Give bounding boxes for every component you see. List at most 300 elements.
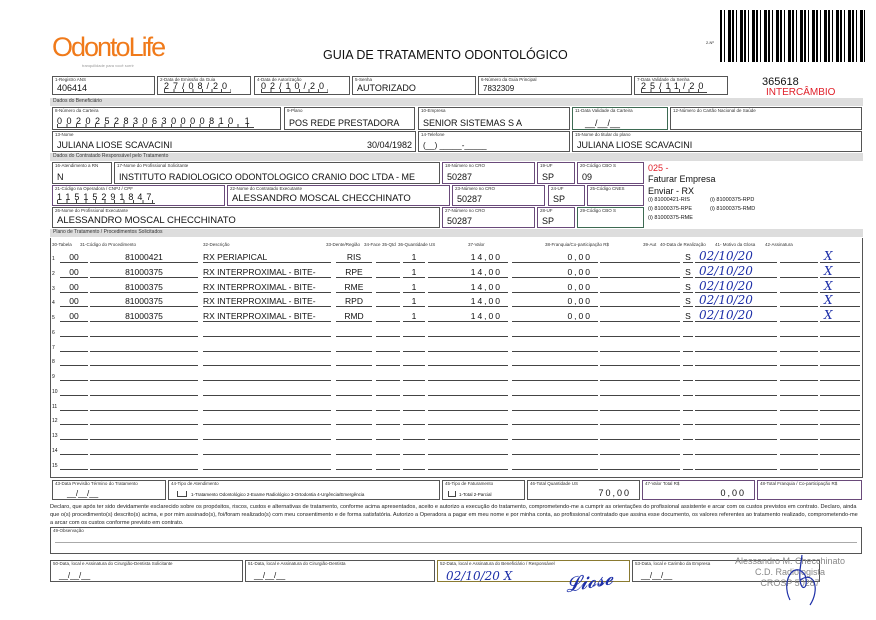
cell-glosa[interactable] xyxy=(780,410,818,411)
cell-aut[interactable] xyxy=(683,351,693,352)
row-number: 11 xyxy=(52,403,58,410)
cell-qtd[interactable] xyxy=(403,365,425,366)
cell-us[interactable]: 14,00 xyxy=(428,296,508,307)
cell-data[interactable]: 02/10/20 xyxy=(695,250,777,263)
cell-franquia[interactable] xyxy=(600,262,680,263)
cell-dente[interactable]: RME xyxy=(336,282,372,293)
uf-executante-field[interactable] xyxy=(537,207,575,228)
logo-text: OdontoLife xyxy=(52,32,165,62)
cell-desc[interactable] xyxy=(203,424,331,425)
empresa-field[interactable] xyxy=(418,107,570,130)
cell-franquia[interactable] xyxy=(600,277,680,278)
field-label: 7-Data Validade da Senha xyxy=(637,77,690,82)
cell-aut[interactable] xyxy=(683,336,693,337)
cell-us[interactable]: 14,00 xyxy=(428,311,508,322)
cnes-field[interactable] xyxy=(587,185,644,206)
cell-tabela[interactable]: 00 xyxy=(60,296,88,307)
validade-senha-field[interactable] xyxy=(634,76,728,95)
cell-desc[interactable]: RX PERIAPICAL xyxy=(203,252,331,263)
field-label: 19-UF xyxy=(540,163,553,168)
cell-qtd[interactable] xyxy=(403,439,425,440)
cell-valor[interactable] xyxy=(512,351,598,352)
guia-principal-field[interactable] xyxy=(478,76,632,95)
cell-valor[interactable] xyxy=(512,439,598,440)
codigo-operadora-field[interactable] xyxy=(52,185,225,206)
cell-valor[interactable]: 0,00 xyxy=(512,267,598,278)
cell-valor[interactable] xyxy=(512,380,598,381)
field-value: __/__/__ xyxy=(585,118,621,128)
cell-aut[interactable] xyxy=(683,439,693,440)
checkbox[interactable] xyxy=(448,491,456,497)
cell-franquia[interactable] xyxy=(600,365,680,366)
cell-dente[interactable] xyxy=(336,424,372,425)
field-value: SENIOR SISTEMAS S A xyxy=(423,118,523,128)
field-label: 16-Atendimento a RN xyxy=(55,163,99,168)
cell-codigo[interactable]: 81000375 xyxy=(90,267,198,278)
cell-valor[interactable] xyxy=(512,336,598,337)
table-row xyxy=(50,280,863,294)
cell-tabela[interactable]: 00 xyxy=(60,311,88,322)
cell-valor[interactable] xyxy=(512,469,598,470)
cell-data[interactable] xyxy=(695,410,777,411)
cell-face[interactable] xyxy=(376,292,400,293)
field-label: 23-Número no CRO xyxy=(455,186,496,191)
cell-aut[interactable]: S xyxy=(683,267,693,278)
cell-franquia[interactable] xyxy=(600,306,680,307)
field-value: 50287 xyxy=(447,216,473,226)
cell-franquia[interactable] xyxy=(600,410,680,411)
cell-aut[interactable] xyxy=(683,380,693,381)
cell-qtd[interactable] xyxy=(403,395,425,396)
cell-aut[interactable] xyxy=(683,410,693,411)
uf-solicitante-field[interactable] xyxy=(537,162,575,184)
cell-ass[interactable] xyxy=(820,380,860,381)
note-item: (i) 81000421-RIS xyxy=(648,197,690,203)
row-number: 4 xyxy=(52,300,55,307)
field-value: __/__/__ xyxy=(59,571,91,580)
cell-tabela[interactable] xyxy=(60,454,88,455)
atendimento-rn-field[interactable] xyxy=(52,162,112,184)
cell-us[interactable] xyxy=(428,365,508,366)
cell-qtd[interactable] xyxy=(403,424,425,425)
cell-data[interactable]: 02/10/20 xyxy=(695,294,777,307)
cell-desc[interactable]: RX INTERPROXIMAL - BITE- xyxy=(203,296,331,307)
cell-us[interactable] xyxy=(428,454,508,455)
cell-dente[interactable] xyxy=(336,365,372,366)
cell-us[interactable] xyxy=(428,380,508,381)
field-value: 25/11/20 xyxy=(641,81,708,91)
column-header: 35-Qtd xyxy=(382,242,396,247)
column-header: 32-Descrição xyxy=(203,242,230,247)
cell-data[interactable] xyxy=(695,380,777,381)
cell-dente[interactable]: RMD xyxy=(336,311,372,322)
cell-desc[interactable] xyxy=(203,469,331,470)
cell-tabela[interactable] xyxy=(60,439,88,440)
cell-glosa[interactable] xyxy=(780,395,818,396)
cell-aut[interactable] xyxy=(683,454,693,455)
row-number: 5 xyxy=(52,315,55,321)
cell-desc[interactable]: RX INTERPROXIMAL - BITE- xyxy=(203,267,331,278)
cell-ass[interactable] xyxy=(820,365,860,366)
field-value: SP xyxy=(542,216,555,226)
cell-tabela[interactable] xyxy=(60,365,88,366)
cell-aut[interactable]: S xyxy=(683,282,693,293)
cell-dente[interactable] xyxy=(336,395,372,396)
cell-data[interactable] xyxy=(695,424,777,425)
cell-aut[interactable] xyxy=(683,469,693,470)
cell-ass[interactable] xyxy=(820,410,860,411)
cell-qtd[interactable]: 1 xyxy=(403,282,425,293)
uf-contratado-field[interactable] xyxy=(548,185,585,206)
data-autorizacao-field[interactable] xyxy=(254,76,350,95)
cell-valor[interactable] xyxy=(512,424,598,425)
logo-tagline: tranquilidade para você sorrir xyxy=(82,63,134,68)
note-item: (i) 81000375-RPE xyxy=(648,206,693,212)
billing-notes xyxy=(648,163,772,221)
cell-tabela[interactable]: 00 xyxy=(60,282,88,293)
row-number: 3 xyxy=(52,285,55,292)
cell-glosa[interactable] xyxy=(780,306,818,307)
cell-desc[interactable]: RX INTERPROXIMAL - BITE- xyxy=(203,282,331,293)
cell-glosa[interactable] xyxy=(780,321,818,322)
cell-data[interactable] xyxy=(695,454,777,455)
cell-franquia[interactable] xyxy=(600,351,680,352)
numero-carteira-field[interactable] xyxy=(52,107,281,130)
cell-us[interactable] xyxy=(428,351,508,352)
cell-ass[interactable] xyxy=(820,351,860,352)
cell-valor[interactable]: 0,00 xyxy=(512,282,598,293)
cell-franquia[interactable] xyxy=(600,380,680,381)
cell-face[interactable] xyxy=(376,439,400,440)
cell-aut[interactable] xyxy=(683,424,693,425)
cell-face[interactable] xyxy=(376,262,400,263)
cell-dente[interactable]: RIS xyxy=(336,252,372,263)
field-label: 6-Número da Guia Principal xyxy=(481,77,537,82)
contratado-executante-field[interactable] xyxy=(227,185,450,206)
plano-field[interactable] xyxy=(284,107,415,130)
field-label: 20-Código CBO S xyxy=(580,163,617,168)
cell-qtd[interactable]: 1 xyxy=(403,296,425,307)
section-plano-tratamento: Plano de Tratamento / Procedimentos Solicitados xyxy=(50,229,863,237)
cell-qtd[interactable]: 1 xyxy=(403,252,425,263)
column-header: 31-Código do Procedimento xyxy=(80,242,137,247)
cell-data[interactable]: 02/10/20 xyxy=(695,280,777,293)
cell-franquia[interactable] xyxy=(600,454,680,455)
cell-us[interactable] xyxy=(428,469,508,470)
field-label: 10-Empresa xyxy=(421,108,446,113)
field-value: 02/10/20 xyxy=(261,81,329,91)
row-number: 13 xyxy=(52,433,58,439)
cell-face[interactable] xyxy=(376,424,400,425)
barcode xyxy=(720,10,865,62)
cbo-executante-field[interactable] xyxy=(577,207,644,228)
observacao-field[interactable] xyxy=(50,527,862,554)
cell-dente[interactable] xyxy=(336,336,372,337)
field-label: 47-Valor Total R$ xyxy=(645,481,680,486)
cell-us[interactable]: 14,00 xyxy=(428,267,508,278)
cell-ass[interactable]: X xyxy=(820,280,860,293)
cell-us[interactable] xyxy=(428,410,508,411)
cell-codigo[interactable] xyxy=(90,336,198,337)
cell-valor[interactable]: 0,00 xyxy=(512,311,598,322)
cro-executante-field[interactable] xyxy=(442,207,535,228)
cell-glosa[interactable] xyxy=(780,336,818,337)
tipo-faturamento-field[interactable] xyxy=(442,480,525,500)
cell-face[interactable] xyxy=(376,365,400,366)
cell-dente[interactable] xyxy=(336,380,372,381)
total-quantidade-us-field[interactable] xyxy=(527,480,640,500)
cell-franquia[interactable] xyxy=(600,321,680,322)
cell-ass[interactable] xyxy=(820,469,860,470)
valor-total-field[interactable] xyxy=(642,480,755,500)
cell-franquia[interactable] xyxy=(600,336,680,337)
cell-qtd[interactable] xyxy=(403,380,425,381)
cell-desc[interactable]: RX INTERPROXIMAL - BITE- xyxy=(203,311,331,322)
declaration-text: Declaro, que após ter sido devidamente esclarecido sobre os propósitos, riscos, custos e alternativas de tratamento, conforme acima apresentados, aceito e autorizo a execução do tratamento, comprometendo-me a cumprir as orientações do profissional assistente e arcar com os custos previstos em contrato. Declaro, ainda que o(s) procedimento(s) descrito(s) acima, e por mim assinado(s), foi/foram realizado(s) com meu consentimento e de forma satisfatória. Autorizo a Operadora a pagar em meu nome e por minha conta, ao profissional contratado que assina esse documento, os valores referentes ao tratamento realizado, comprometendo-me a arcar com os custos conforme previsto em contrato. xyxy=(50,504,858,526)
table-row xyxy=(50,265,863,279)
cell-valor[interactable] xyxy=(512,410,598,411)
cell-glosa[interactable] xyxy=(780,365,818,366)
cell-codigo[interactable]: 81000375 xyxy=(90,296,198,307)
cell-codigo[interactable]: 81000421 xyxy=(90,252,198,263)
field-label: 21-Código na Operadora / CNPJ / CPF xyxy=(55,186,134,191)
cell-valor[interactable] xyxy=(512,454,598,455)
tipo-atendimento-field[interactable] xyxy=(168,480,440,500)
cell-face[interactable] xyxy=(376,380,400,381)
cell-ass[interactable] xyxy=(820,439,860,440)
cell-ass[interactable]: X xyxy=(820,265,860,278)
assinatura-dentista-field[interactable] xyxy=(245,560,435,582)
field-value: __/__/__ xyxy=(254,571,286,580)
cell-tabela[interactable]: 00 xyxy=(60,267,88,278)
cell-tabela[interactable] xyxy=(60,336,88,337)
field-label: 51-Data, local e Assinatura do Cirurgião-Dentista xyxy=(248,561,346,566)
cell-glosa[interactable] xyxy=(780,439,818,440)
field-label: 29-Código CBO S xyxy=(580,208,617,213)
cell-aut[interactable] xyxy=(683,365,693,366)
cell-aut[interactable]: S xyxy=(683,252,693,263)
cell-us[interactable] xyxy=(428,336,508,337)
birth-date: 30/04/1982 xyxy=(366,140,412,150)
cell-dente[interactable] xyxy=(336,469,372,470)
profissional-solicitante-field[interactable] xyxy=(114,162,440,184)
cell-tabela[interactable] xyxy=(60,410,88,411)
cell-valor[interactable] xyxy=(512,395,598,396)
cell-face[interactable] xyxy=(376,351,400,352)
cell-data[interactable] xyxy=(695,351,777,352)
cell-qtd[interactable] xyxy=(403,454,425,455)
cell-franquia[interactable] xyxy=(600,469,680,470)
cell-glosa[interactable] xyxy=(780,424,818,425)
cell-valor[interactable]: 0,00 xyxy=(512,252,598,263)
validade-carteira-field[interactable] xyxy=(572,107,668,130)
cell-tabela[interactable]: 00 xyxy=(60,252,88,263)
field-label: 13-Nome xyxy=(55,132,74,137)
cell-dente[interactable]: RPE xyxy=(336,267,372,278)
titular-plano-field[interactable] xyxy=(572,131,862,152)
cell-franquia[interactable] xyxy=(600,439,680,440)
table-row xyxy=(50,383,863,397)
cell-face[interactable] xyxy=(376,395,400,396)
cell-aut[interactable]: S xyxy=(683,296,693,307)
cell-aut[interactable] xyxy=(683,395,693,396)
cell-face[interactable] xyxy=(376,306,400,307)
field-label: 18-Número no CRO xyxy=(445,163,486,168)
cell-face[interactable] xyxy=(376,410,400,411)
guide-id: 365618 xyxy=(762,76,799,88)
cell-tabela[interactable] xyxy=(60,395,88,396)
cell-codigo[interactable]: 81000375 xyxy=(90,282,198,293)
column-header: 41- Motivo da Glosa xyxy=(715,242,756,247)
cell-data[interactable] xyxy=(695,365,777,366)
cell-ass[interactable]: X xyxy=(820,294,860,307)
assinatura-solicitante-field[interactable] xyxy=(50,560,243,582)
cell-data[interactable] xyxy=(695,336,777,337)
cell-face[interactable] xyxy=(376,321,400,322)
row-number: 10 xyxy=(52,388,58,395)
cell-codigo[interactable] xyxy=(90,469,198,470)
cell-codigo[interactable] xyxy=(90,365,198,366)
senha-field[interactable] xyxy=(352,76,476,95)
field-value: 27/08/20 xyxy=(164,81,232,91)
cell-qtd[interactable]: 1 xyxy=(403,311,425,322)
cell-us[interactable] xyxy=(428,424,508,425)
cell-us[interactable] xyxy=(428,439,508,440)
cro-contratado-field[interactable] xyxy=(452,185,545,206)
cell-codigo[interactable] xyxy=(90,454,198,455)
cell-face[interactable] xyxy=(376,336,400,337)
cell-glosa[interactable] xyxy=(780,454,818,455)
cell-desc[interactable] xyxy=(203,351,331,352)
field-label: 9-Plano xyxy=(287,108,303,113)
field-value: 1-Tratamento Odontológico 2-Exame Radiológico 3-Ortodontia 4-Urgência/Emergência xyxy=(191,492,365,497)
cell-codigo[interactable] xyxy=(90,410,198,411)
cell-desc[interactable] xyxy=(203,365,331,366)
cell-glosa[interactable] xyxy=(780,262,818,263)
table-row xyxy=(50,368,863,382)
cell-codigo[interactable] xyxy=(90,380,198,381)
cell-ass[interactable]: X xyxy=(820,309,860,322)
cell-franquia[interactable] xyxy=(600,424,680,425)
handwritten-date: 02/10/20 X xyxy=(446,569,513,583)
cell-ass[interactable]: X xyxy=(820,250,860,263)
cartao-nacional-saude-field[interactable] xyxy=(670,107,862,130)
profissional-executante-field[interactable] xyxy=(52,207,440,228)
cell-codigo[interactable] xyxy=(90,395,198,396)
previsao-termino-field[interactable] xyxy=(52,480,166,500)
cell-qtd[interactable]: 1 xyxy=(403,267,425,278)
note-item: (i) 81000375-RPD xyxy=(710,197,755,203)
cell-face[interactable] xyxy=(376,469,400,470)
cell-dente[interactable] xyxy=(336,439,372,440)
cell-face[interactable] xyxy=(376,454,400,455)
cell-desc[interactable] xyxy=(203,410,331,411)
row-number: 2 xyxy=(52,270,55,277)
cell-qtd[interactable] xyxy=(403,469,425,470)
cell-codigo[interactable] xyxy=(90,351,198,352)
field-label: 8-Número da Carteira xyxy=(55,108,99,113)
cell-codigo[interactable] xyxy=(90,424,198,425)
nome-field[interactable] xyxy=(52,131,416,152)
cro-solicitante-field[interactable] xyxy=(442,162,535,184)
cell-data[interactable]: 02/10/20 xyxy=(695,309,777,322)
cell-glosa[interactable] xyxy=(780,469,818,470)
numero-label: 2-Nº xyxy=(706,40,714,45)
total-franquia-field[interactable] xyxy=(757,480,862,500)
beneficiary-signature: 𝓛𝓲𝓸𝓼𝓮 xyxy=(563,565,615,597)
cell-dente[interactable] xyxy=(336,454,372,455)
cell-qtd[interactable] xyxy=(403,336,425,337)
cell-franquia[interactable] xyxy=(600,292,680,293)
cbo-solicitante-field[interactable] xyxy=(577,162,644,184)
cell-tabela[interactable] xyxy=(60,469,88,470)
cell-desc[interactable] xyxy=(203,454,331,455)
field-value: __/__/__ xyxy=(641,571,673,580)
cell-data[interactable] xyxy=(695,469,777,470)
cell-tabela[interactable] xyxy=(60,380,88,381)
cell-tabela[interactable] xyxy=(60,424,88,425)
cell-codigo[interactable] xyxy=(90,439,198,440)
row-number: 14 xyxy=(52,447,58,454)
cell-glosa[interactable] xyxy=(780,292,818,293)
field-value: 0020252830630000810 1 xyxy=(57,116,255,126)
cell-ass[interactable] xyxy=(820,395,860,396)
cell-glosa[interactable] xyxy=(780,277,818,278)
cell-tabela[interactable] xyxy=(60,351,88,352)
field-value: 7832309 xyxy=(483,84,515,93)
cell-desc[interactable] xyxy=(203,395,331,396)
row-number: 9 xyxy=(52,374,55,380)
cell-ass[interactable] xyxy=(820,454,860,455)
cell-valor[interactable] xyxy=(512,365,598,366)
cell-dente[interactable]: RPD xyxy=(336,296,372,307)
cell-data[interactable] xyxy=(695,395,777,396)
cell-codigo[interactable]: 81000375 xyxy=(90,311,198,322)
cell-data[interactable]: 02/10/20 xyxy=(695,265,777,278)
cell-us[interactable] xyxy=(428,395,508,396)
note-item: (i) 81000375-RMD xyxy=(710,206,756,212)
row-number: 1 xyxy=(52,256,55,262)
registro-ans-field[interactable] xyxy=(52,76,155,95)
cell-us[interactable]: 14,00 xyxy=(428,252,508,263)
table-row xyxy=(50,339,863,353)
cell-qtd[interactable] xyxy=(403,351,425,352)
cell-glosa[interactable] xyxy=(780,380,818,381)
cell-glosa[interactable] xyxy=(780,351,818,352)
telefone-field[interactable] xyxy=(418,131,570,152)
cell-aut[interactable]: S xyxy=(683,311,693,322)
odontolife-logo xyxy=(52,32,164,68)
stamp-line: Alessandro M. Checchinato xyxy=(735,556,846,566)
cell-franquia[interactable] xyxy=(600,395,680,396)
cell-face[interactable] xyxy=(376,277,400,278)
data-emissao-field[interactable] xyxy=(157,76,251,95)
cell-data[interactable] xyxy=(695,439,777,440)
cell-dente[interactable] xyxy=(336,351,372,352)
cell-desc[interactable] xyxy=(203,439,331,440)
checkbox[interactable] xyxy=(177,491,187,497)
field-value: SP xyxy=(542,172,555,182)
cell-desc[interactable] xyxy=(203,336,331,337)
cell-valor[interactable]: 0,00 xyxy=(512,296,598,307)
cell-dente[interactable] xyxy=(336,410,372,411)
cell-us[interactable]: 14,00 xyxy=(428,282,508,293)
cell-ass[interactable] xyxy=(820,336,860,337)
column-header: 40-Data de Realização xyxy=(660,242,706,247)
cell-desc[interactable] xyxy=(203,380,331,381)
cell-qtd[interactable] xyxy=(403,410,425,411)
cell-ass[interactable] xyxy=(820,424,860,425)
